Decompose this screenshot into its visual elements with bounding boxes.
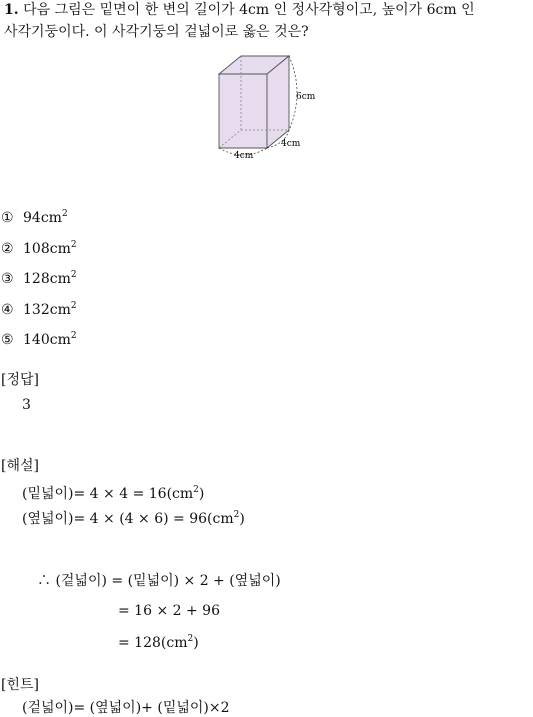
choice-4-value: 132cm — [23, 302, 71, 318]
depth-label: 4cm — [281, 139, 301, 149]
choice-2-mark: ② — [1, 241, 14, 257]
explanation-step-2-exponent: 2 — [187, 634, 194, 644]
explanation-line-2 — [22, 506, 245, 528]
choice-4-exponent: 2 — [70, 301, 77, 311]
explanation-step-2-close: ) — [193, 635, 199, 651]
choice-1-mark: ① — [1, 210, 14, 226]
choice-3-mark: ③ — [1, 271, 14, 287]
front-face — [219, 74, 267, 148]
height-label: 6cm — [296, 92, 316, 102]
choice-5-mark: ⑤ — [1, 332, 14, 348]
choice-2-exponent: 2 — [70, 240, 77, 250]
choice-5[interactable] — [1, 327, 77, 349]
explanation-therefore: ∴ (겉넓이) = (밑넓이) × 2 + (옆넓이) — [37, 573, 281, 589]
width-label: 4cm — [234, 151, 254, 161]
explanation-step-2-text: = 128(cm — [118, 635, 188, 651]
explanation-step-1: = 16 × 2 + 96 — [118, 603, 220, 619]
explanation-line-2-text: (옆넓이)= 4 × (4 × 6) = 96(cm — [22, 511, 234, 527]
question-text-line-1: 다음 그림은 밑면이 한 변의 길이가 4cm 인 정사각형이고, 높이가 6cm 인 — [23, 2, 475, 18]
choice-4[interactable] — [1, 297, 77, 319]
choice-5-exponent: 2 — [70, 331, 77, 341]
question-line-1 — [4, 1, 475, 19]
explanation-line-1 — [22, 481, 204, 503]
choice-4-mark: ④ — [1, 302, 14, 318]
prism-figure — [205, 52, 335, 164]
explanation-line-1-exponent: 2 — [193, 485, 199, 495]
question-text-line-2: 사각기둥이다. 이 사각기둥의 겉넓이로 옳은 것은? — [4, 24, 309, 40]
choice-2[interactable] — [1, 236, 77, 258]
choice-1[interactable] — [1, 205, 68, 227]
explanation-line-2-close: ) — [239, 511, 245, 527]
explanation-header: [해설] — [1, 458, 39, 474]
answer-value: 3 — [22, 397, 31, 413]
explanation-line-2-exponent: 2 — [233, 510, 240, 520]
explanation-line-1-close: ) — [198, 486, 205, 502]
answer-header: [정답] — [1, 372, 39, 388]
choice-1-exponent: 2 — [61, 209, 68, 219]
question-number: 1. — [4, 2, 19, 18]
hint-text: (겉넓이)= (옆넓이)+ (밑넓이)×2 — [22, 700, 230, 716]
choice-1-value: 94cm — [23, 210, 62, 226]
choice-2-value: 108cm — [23, 241, 71, 257]
choice-5-value: 140cm — [23, 332, 71, 348]
explanation-step-2 — [118, 630, 199, 652]
choice-3-value: 128cm — [23, 271, 71, 287]
choice-3[interactable] — [1, 266, 77, 288]
hint-header: [힌트] — [1, 677, 39, 693]
explanation-line-1-text: (밑넓이)= 4 × 4 = 16(cm — [22, 486, 194, 502]
choice-3-exponent: 2 — [70, 270, 77, 280]
